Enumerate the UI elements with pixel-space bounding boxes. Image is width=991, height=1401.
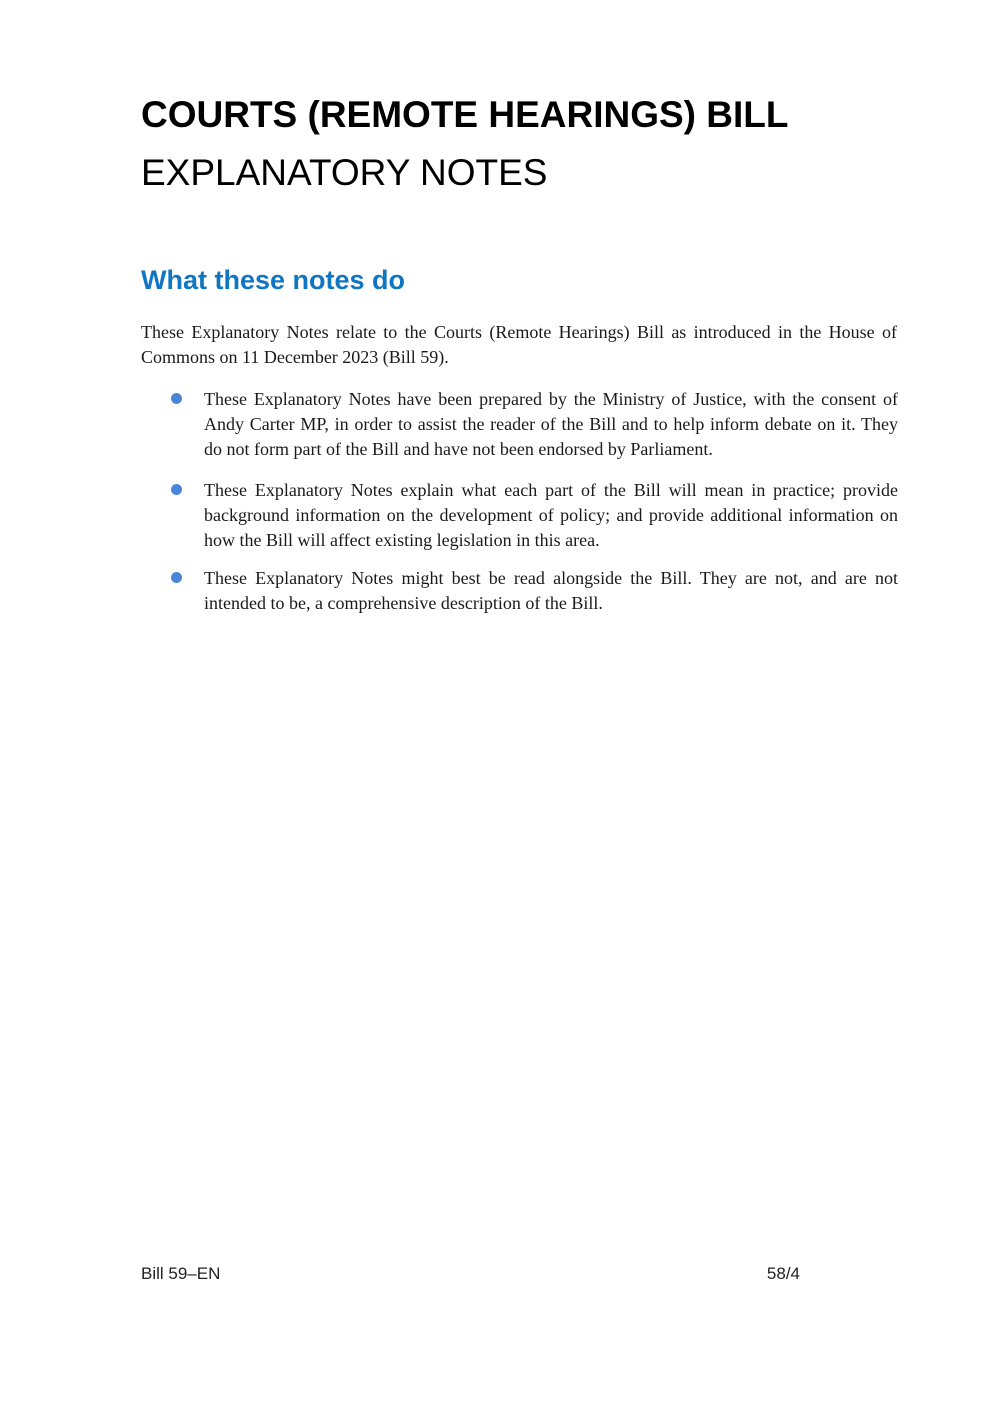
text-line: background information on the development of policy; and provide additional information on (204, 505, 898, 525)
intro-paragraph (141, 320, 897, 370)
bullet-text (204, 387, 898, 462)
document-title: COURTS (REMOTE HEARINGS) BILL (141, 94, 789, 135)
text-line: These Explanatory Notes relate to the Courts (Remote Hearings) Bill as introduced in the House of (141, 322, 897, 342)
footer-bill-number: Bill 59–EN (141, 1264, 221, 1283)
text-line: do not form part of the Bill and have not been endorsed by Parliament. (204, 439, 713, 459)
text-line: These Explanatory Notes might best be read alongside the Bill. They are not, and are not (204, 568, 898, 588)
bullet-icon (171, 572, 182, 583)
text-line: how the Bill will affect existing legislation in this area. (204, 530, 600, 550)
footer-page-number: 58/4 (766, 1264, 800, 1283)
section-heading: What these notes do (141, 265, 406, 295)
text-line: Andy Carter MP, in order to assist the reader of the Bill and to help inform debate on it. They (204, 414, 898, 434)
bullet-icon (171, 393, 182, 404)
bullet-text (204, 566, 898, 616)
text-line: intended to be, a comprehensive description of the Bill. (204, 593, 603, 613)
bullet-item (204, 478, 898, 553)
bullet-text (204, 478, 898, 553)
bullet-item (204, 566, 898, 616)
text-line: These Explanatory Notes explain what each part of the Bill will mean in practice; provide (204, 480, 898, 500)
document-subtitle: EXPLANATORY NOTES (141, 152, 548, 193)
bullet-icon (171, 484, 182, 495)
bullet-item (204, 387, 898, 462)
text-line: Commons on 11 December 2023 (Bill 59). (141, 347, 449, 367)
text-line: These Explanatory Notes have been prepared by the Ministry of Justice, with the consent of (204, 389, 898, 409)
